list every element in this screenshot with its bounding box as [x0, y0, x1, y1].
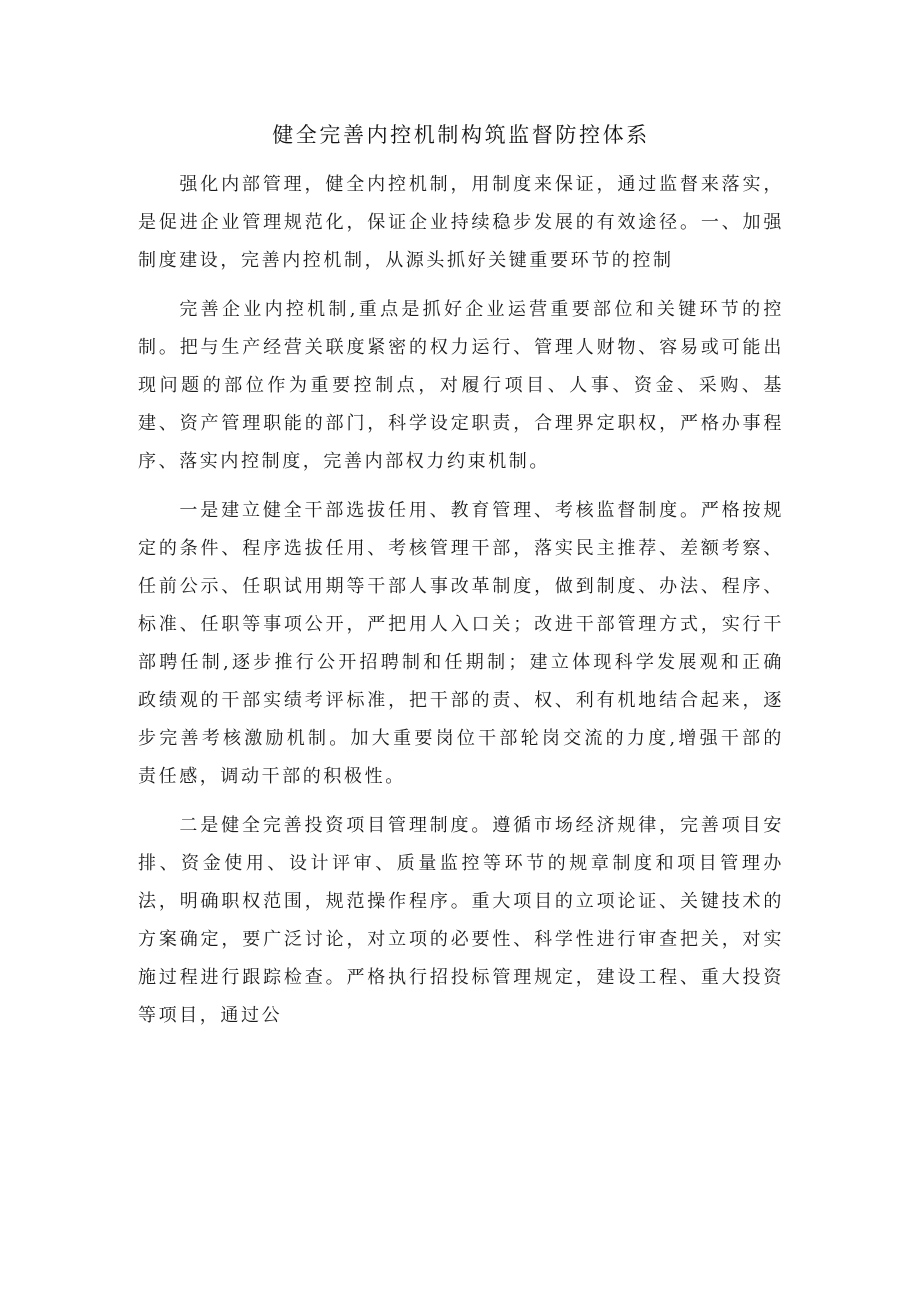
- paragraph-1: 强化内部管理，健全内控机制，用制度来保证，通过监督来落实，是促进企业管理规范化，保证企业持续稳步发展的有效途径。一、加强制度建设，完善内控机制，从源头抓好关键重要环节的控制: [138, 174, 784, 271]
- paragraph-2: 完善企业内控机制,重点是抓好企业运营重要部位和关键环节的控制。把与生产经营关联度紧密的权力运行、管理人财物、容易或可能出现问题的部位作为重要控制点，对履行项目、人事、资金、采购、基建、资产管理职能的部门，科学设定职责，合理界定职权，严格办事程序、落实内控制度，完善内部权力约束机制。: [138, 299, 784, 472]
- document-title: 健全完善内控机制构筑监督防控体系: [272, 123, 650, 147]
- paragraph-4: 二是健全完善投资项目管理制度。遵循市场经济规律，完善项目安排、资金使用、设计评审、质量监控等环节的规章制度和项目管理办法，明确职权范围，规范操作程序。重大项目的立项论证、关键技术的方案确定，要广泛讨论，对立项的必要性、科学性进行审查把关，对实施过程进行跟踪检查。严格执行招投标管理规定，建设工程、重大投资等项目，通过公: [138, 815, 784, 1026]
- paragraph-3: 一是建立健全干部选拔任用、教育管理、考核监督制度。严格按规定的条件、程序选拔任用、考核管理干部，落实民主推荐、差额考察、任前公示、任职试用期等干部人事改革制度，做到制度、办法、程序、标准、任职等事项公开，严把用人入口关；改进干部管理方式，实行干部聘任制,逐步推行公开招聘制和任期制；建立体现科学发展观和正确政绩观的干部实绩考评标准，把干部的责、权、利有机地结合起来，逐步完善考核激励机制。加大重要岗位干部轮岗交流的力度,增强干部的责任感，调动干部的积极性。: [138, 500, 784, 787]
